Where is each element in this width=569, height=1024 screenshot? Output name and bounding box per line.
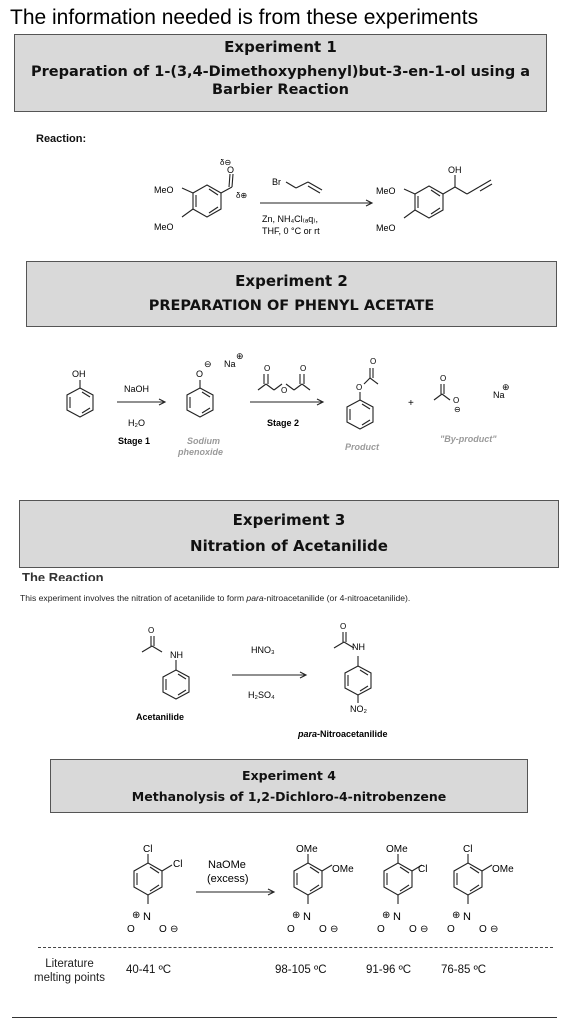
bottom-rule xyxy=(12,1017,557,1018)
p1-n: N xyxy=(303,911,311,923)
experiment-1-title: Experiment 1 xyxy=(224,38,337,56)
literature-line2: melting points xyxy=(34,972,105,984)
p2-cl: Cl xyxy=(418,864,428,875)
naome-label: NaOMe xyxy=(208,859,246,871)
p2-o-1: O xyxy=(377,924,385,935)
sodium-charge-label: ⊕ xyxy=(236,351,244,361)
experiment-4-scheme xyxy=(110,840,540,950)
acetanilide-caption: Acetanilide xyxy=(136,712,185,722)
p3-ome: OMe xyxy=(492,864,514,875)
literature-line1: Literature xyxy=(45,958,94,970)
acetanilide-o-label: O xyxy=(148,626,155,635)
p3-n-plus: ⊕ xyxy=(452,910,461,921)
p1-o-minus: ⊖ xyxy=(330,924,339,935)
literature-label xyxy=(34,957,105,985)
p1-n-plus: ⊕ xyxy=(292,910,301,921)
para-italic: para xyxy=(298,729,318,739)
p1-o-2: O xyxy=(319,924,327,935)
dashed-divider xyxy=(38,947,553,948)
p1-ome-1: OMe xyxy=(296,844,318,855)
experiment-1-subtitle-line1: Preparation of 1-(3,4-Dimethoxyphenyl)but-3-en-1-ol using a xyxy=(30,64,531,80)
intro-part-a: This experiment involves the nitration of acetanilide to form xyxy=(20,593,247,603)
product-nh-label: NH xyxy=(352,642,365,652)
conditions-line2: THF, 0 °C or rt xyxy=(262,226,320,236)
byproduct-caption: "By-product" xyxy=(440,434,497,444)
experiment-3-title: Experiment 3 xyxy=(232,511,346,529)
naoh-label: NaOH xyxy=(124,384,150,394)
delta-minus-label: δ⊖ xyxy=(220,158,232,167)
reaction-label: Reaction: xyxy=(36,133,87,145)
meo-label-3: MeO xyxy=(376,186,396,196)
hno3-label: HNO₃ xyxy=(251,645,275,655)
experiment-4-subtitle: Methanolysis of 1,2-Dichloro-4-nitrobenzene xyxy=(131,789,447,804)
experiment-2-title: Experiment 2 xyxy=(235,272,348,290)
phenoxide-charge-label: ⊖ xyxy=(204,359,212,369)
experiment-4-title: Experiment 4 xyxy=(242,768,336,783)
plus-sign: + xyxy=(408,398,414,409)
delta-plus-label: δ⊕ xyxy=(236,191,248,200)
experiment-2-header xyxy=(26,261,557,327)
ester-o-label: O xyxy=(356,383,363,392)
product-o-label: O xyxy=(340,622,347,631)
sodium-label: Na xyxy=(224,359,236,369)
meo-label-4: MeO xyxy=(376,223,396,233)
p3-o-1: O xyxy=(447,924,455,935)
meo-label-2: MeO xyxy=(154,222,174,232)
phenoxide-o-label: O xyxy=(196,369,204,379)
nitro-label: NO₂ xyxy=(350,704,367,714)
anhydride-o-label-2: O xyxy=(281,386,288,395)
p2-o-minus: ⊖ xyxy=(420,924,429,935)
byproduct-sodium-label: Na xyxy=(493,390,505,400)
water-label: H₂O xyxy=(128,418,145,428)
bromide-label: Br xyxy=(272,177,281,187)
experiment-2-subtitle: PREPARATION OF PHENYL ACETATE xyxy=(148,298,435,314)
product-caption: Product xyxy=(345,442,380,452)
p3-n: N xyxy=(463,911,471,923)
experiment-3-subtitle: Nitration of Acetanilide xyxy=(190,537,388,555)
meo-label-1: MeO xyxy=(154,185,174,195)
p3-o-minus: ⊖ xyxy=(490,924,499,935)
product-caption-exp3 xyxy=(297,729,388,739)
anhydride-o-label-1: O xyxy=(264,364,271,373)
intro-text: The information needed is from these experiments xyxy=(10,6,479,29)
experiment-3-header xyxy=(19,500,559,568)
byproduct-sodium-charge: ⊕ xyxy=(502,382,510,392)
stage-1-label: Stage 1 xyxy=(118,436,151,446)
experiment-1-header xyxy=(14,34,547,112)
acetate-carbonyl-o-label: O xyxy=(440,374,447,383)
partial-heading: The Reaction xyxy=(22,570,104,581)
p3-o-2: O xyxy=(479,924,487,935)
experiment-1-subtitle-line2: Barbier Reaction xyxy=(212,82,349,98)
experiment-2-scheme xyxy=(40,350,540,460)
p2-n-plus: ⊕ xyxy=(382,910,391,921)
p2-n: N xyxy=(393,911,401,923)
phenol-oh-label: OH xyxy=(72,369,86,379)
acetate-charge-label: ⊖ xyxy=(454,405,461,414)
experiment-3-intro xyxy=(20,593,410,603)
acetate-o-label: O xyxy=(453,396,460,405)
melting-point-1: 40-41 ºC xyxy=(126,964,172,976)
reactant-cl-1: Cl xyxy=(143,844,153,855)
conditions-line1: Zn, NH₄Cl₍ₐq₎, xyxy=(262,214,318,224)
oh-label: OH xyxy=(448,165,462,175)
phenoxide-caption: phenoxide xyxy=(178,447,224,457)
p2-o-2: O xyxy=(409,924,417,935)
experiment-1-scheme xyxy=(140,158,560,248)
intro-part-b: -nitroacetanilide (or 4-nitroacetanilide). xyxy=(263,593,411,603)
reactant-n-plus: ⊕ xyxy=(132,910,141,921)
ester-carbonyl-o-label: O xyxy=(370,357,377,366)
intro-italic: para xyxy=(246,593,264,603)
p2-ome: OMe xyxy=(386,844,408,855)
reactant-o-minus: ⊖ xyxy=(170,924,179,935)
nitroacetanilide-word: -Nitroacetanilide xyxy=(317,729,388,739)
reactant-cl-2: Cl xyxy=(173,859,183,870)
h2so4-label: H₂SO₄ xyxy=(248,690,275,700)
p3-cl: Cl xyxy=(463,844,473,855)
reactant-n: N xyxy=(143,911,151,923)
stage-2-label: Stage 2 xyxy=(267,418,300,428)
melting-point-4: 76-85 ºC xyxy=(441,964,487,976)
reactant-o-2: O xyxy=(159,924,167,935)
reactant-o-1: O xyxy=(127,924,135,935)
excess-label: (excess) xyxy=(207,873,249,885)
experiment-4-header xyxy=(50,759,528,813)
sodium-caption: Sodium xyxy=(187,436,220,446)
carbonyl-o-label: O xyxy=(227,165,235,175)
melting-point-3: 91-96 ºC xyxy=(366,964,412,976)
p1-o-1: O xyxy=(287,924,295,935)
p1-ome-2: OMe xyxy=(332,864,354,875)
anhydride-o-label-3: O xyxy=(300,364,307,373)
experiment-3-scheme xyxy=(120,620,440,740)
acetanilide-nh-label: NH xyxy=(170,650,183,660)
melting-point-2: 98-105 ºC xyxy=(275,964,327,976)
